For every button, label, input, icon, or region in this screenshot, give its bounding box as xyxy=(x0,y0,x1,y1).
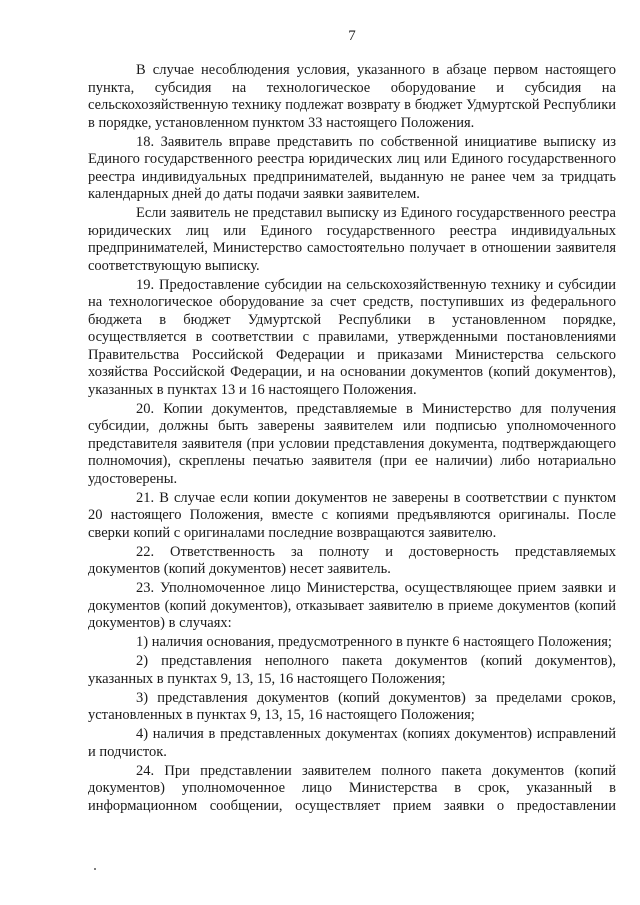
paragraph-23-item-3: 3) представления документов (копий документов) за пределами сроков, установленных в пунктах 9, 13, 15, 16 настоящего Положения; xyxy=(88,689,616,723)
scan-speck xyxy=(94,868,96,870)
paragraph-23: 23. Уполномоченное лицо Министерства, осуществляющее прием заявки и документов (копий документов), отказывает заявителю в приеме документов (копий документов) в случаях: xyxy=(88,580,616,631)
paragraph-19: 19. Предоставление субсидии на сельскохозяйственную технику и субсидии на технологическое оборудование за счет средств, поступивших из федерального бюджета в бюджет Удмуртской Республики в установленном порядке, осуществляется в соответствии с правилами, утвержденными постановлениями Правительства Российской Федерации и приказами Министерства сельского хозяйства Российской Федерации, и на основании документов (копий документов), указанных в пунктах 13 и 16 настоящего Положения. xyxy=(88,276,616,398)
paragraph-23-item-2: 2) представления неполного пакета документов (копий документов), указанных в пунктах 9, 13, 15, 16 настоящего Положения; xyxy=(88,653,616,687)
page-number: 7 xyxy=(348,28,356,44)
paragraph-20: 20. Копии документов, представляемые в Министерство для получения субсидии, должны быть заверены заявителем или подписью уполномоченного представителя заявителя (при условии представления документа, подтверждающего полномочия), скреплены печатью заявителя (при ее наличии) либо нотариально удостоверены. xyxy=(88,400,616,487)
paragraph-21: 21. В случае если копии документов не заверены в соответствии с пунктом 20 настоящего Положения, вместе с копиями предъявляются оригиналы. После сверки копий с оригиналами последние возвращаются заявителю. xyxy=(88,489,616,541)
paragraph-22: 22. Ответственность за полноту и достоверность представляемых документов (копий документов) несет заявитель. xyxy=(88,543,616,577)
paragraph-24: 24. При представлении заявителем полного пакета документов (копий документов) уполномоченное лицо Министерства в срок, указанный в информационном сообщении, осуществляет прием заявки о предоставлении xyxy=(88,762,616,814)
paragraph-23-item-4: 4) наличия в представленных документах (копиях документов) исправлений и подчисток. xyxy=(88,726,616,760)
paragraph-23-item-1: 1) наличия основания, предусмотренного в пункте 6 настоящего Положения; xyxy=(136,634,612,650)
paragraph-refund-condition: В случае несоблюдения условия, указанного в абзаце первом настоящего пункта, субсидия на технологическое оборудование и субсидия на сельскохозяйственную технику подлежат возврату в бюджет Удмуртской Республики в порядке, установленном пунктом 33 настоящего Положения. xyxy=(88,62,616,131)
document-page xyxy=(88,24,616,817)
paragraph-18: 18. Заявитель вправе представить по собственной инициативе выписку из Единого государственного реестра юридических лиц или Единого государственного реестра индивидуальных предпринимателей, выданную не ранее чем за тридцать календарных дней до даты подачи заявки заявителем. xyxy=(88,133,616,202)
paragraph-18-extract: Если заявитель не представил выписку из Единого государственного реестра юридических лиц или Единого государственного реестра индивидуальных предпринимателей, Министерство самостоятельно получает в отношении заявителя соответствующую выписку. xyxy=(88,205,616,274)
